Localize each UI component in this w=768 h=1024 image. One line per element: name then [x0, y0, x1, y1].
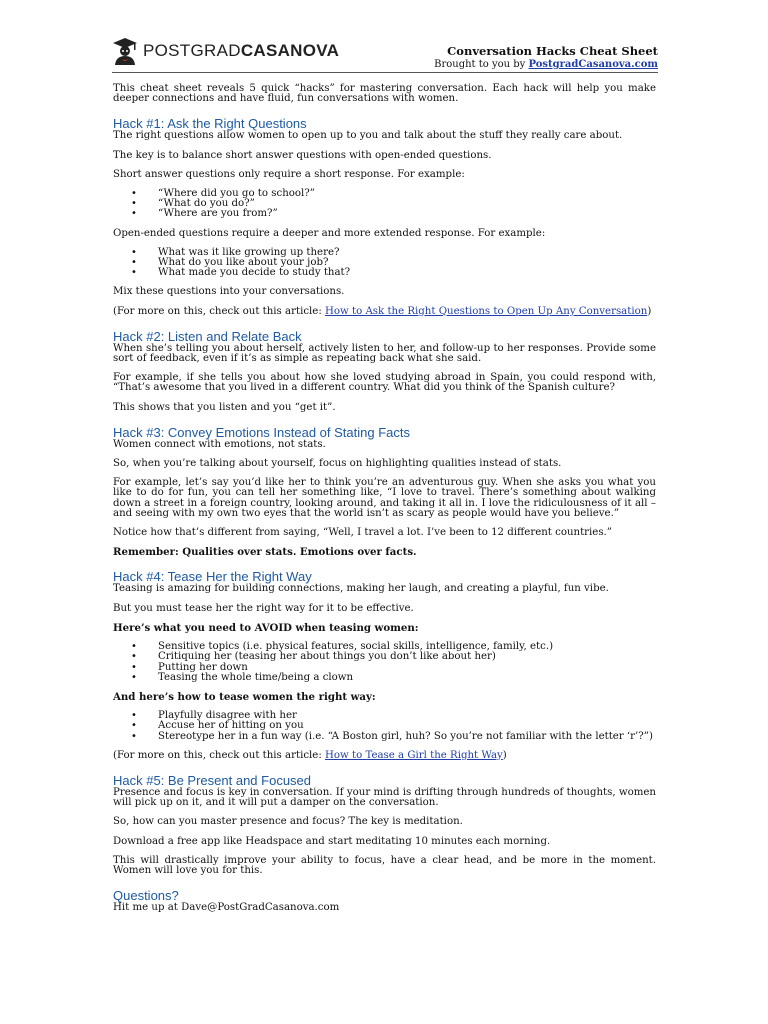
hack2-p3: This shows that you listen and you “get it”.: [113, 401, 336, 413]
hack3-p1: Women connect with emotions, not stats.: [113, 438, 326, 450]
article-link-tease[interactable]: How to Tease a Girl the Right Way: [325, 749, 503, 761]
hack2-heading: Hack #2: Listen and Relate Back: [113, 328, 302, 344]
document-title: Conversation Hacks Cheat Sheet: [447, 44, 658, 58]
hack1-p1: The right questions allow women to open up to you and talk about the stuff they really care about.: [113, 130, 623, 142]
hack1-p3: Short answer questions only require a short response. For example:: [113, 168, 465, 180]
brand-logo: [112, 36, 339, 66]
right-way-list: [113, 711, 656, 742]
list-item: • Sensitive topics (i.e. physical features, social skills, intelligence, family, etc.): [158, 642, 656, 652]
site-link[interactable]: PostgradCasanova.com: [528, 59, 658, 70]
page-header: [112, 36, 658, 76]
contact-line: Hit me up at Dave@PostGradCasanova.com: [113, 902, 340, 914]
hack2-p2: For example, if she tells you about how she loved studying abroad in Spain, you could respond with, “That’s awesome that you lived in a different country. What did you think of the Spanish culture?: [113, 372, 656, 394]
list-item: • Stereotype her in a fun way (i.e. “A Boston girl, huh? So you’re not familiar with the letter ‘r’?”): [158, 732, 656, 742]
open-ended-list: [113, 248, 656, 279]
list-item: • Putting her down: [158, 663, 656, 673]
list-item: • “What do you do?”: [158, 199, 656, 209]
intro-paragraph: This cheat sheet reveals 5 quick “hacks” for mastering conversation. Each hack will help you make deeper connections and have fluid, fun conversations with women.: [113, 83, 656, 105]
hack3-p2: So, when you’re talking about yourself, focus on highlighting qualities instead of stats.: [113, 458, 562, 470]
article-link-questions[interactable]: How to Ask the Right Questions to Open Up Any Conversation: [325, 305, 648, 317]
list-item: • Critiquing her (teasing her about things you don’t like about her): [158, 652, 656, 662]
short-answer-list: [113, 189, 656, 220]
hack5-p3: Download a free app like Headspace and start meditating 10 minutes each morning.: [113, 835, 551, 847]
list-item: • Playfully disagree with her: [158, 711, 656, 721]
header-divider: [112, 72, 658, 73]
hack5-p4: This will drastically improve your ability to focus, have a clear head, and be more in the moment. Women will love you for this.: [113, 854, 656, 876]
brand-name: POSTGRADCASANOVA: [143, 41, 340, 60]
list-item: • Accuse her of hitting on you: [158, 721, 656, 731]
list-item: • What made you decide to study that?: [158, 268, 656, 278]
hack1-p5: Mix these questions into your conversations.: [113, 286, 345, 298]
list-item: • Teasing the whole time/being a clown: [158, 673, 656, 683]
questions-heading: Questions?: [113, 888, 179, 904]
list-item: • “Where did you go to school?”: [158, 189, 656, 199]
hack1-heading: Hack #1: Ask the Right Questions: [113, 116, 307, 132]
hack4-p2: But you must tease her the right way for it to be effective.: [113, 602, 414, 614]
hack1-more: (For more on this, check out this article: How to Ask the Right Questions to Open Up Any Conversation): [113, 305, 652, 317]
document-body: [113, 84, 656, 922]
hack4-p1: Teasing is amazing for building connections, making her laugh, and creating a playful, fun vibe.: [113, 583, 609, 595]
hack1-p4: Open-ended questions require a deeper and more extended response. For example:: [113, 227, 546, 239]
hack3-heading: Hack #3: Convey Emotions Instead of Stating Facts: [113, 424, 410, 440]
hack5-p2: So, how can you master presence and focus? The key is meditation.: [113, 816, 463, 828]
hack5-p1: Presence and focus is key in conversation. If your mind is drifting through hundreds of thoughts, women will pick up on it, and it will put a damper on the conversation.: [113, 786, 656, 809]
hack4-avoid-heading: Here’s what you need to AVOID when teasing women:: [113, 621, 419, 634]
byline: Brought to you by PostgradCasanova.com: [434, 59, 658, 70]
hack1-p2: The key is to balance short answer questions with open-ended questions.: [113, 149, 492, 161]
list-item: • What was it like growing up there?: [158, 248, 656, 258]
hack5-heading: Hack #5: Be Present and Focused: [113, 772, 312, 788]
hack2-p1: When she’s telling you about herself, actively listen to her, and follow-up to her responses. Provide some sort of feedback, even if it’s as simple as repeating back what she said.: [113, 342, 656, 365]
hack4-heading: Hack #4: Tease Her the Right Way: [113, 569, 312, 585]
casanova-mascot-icon: [112, 37, 138, 65]
list-item: • What do you like about your job?: [158, 258, 656, 268]
header-info: [434, 44, 658, 70]
list-item: • “Where are you from?”: [158, 209, 656, 219]
hack3-p3: For example, let’s say you’d like her to think you’re an adventurous guy. When she asks you what you like to do for fun, you can tell her something like, “I love to travel. There’s something about walking down a street in a foreign country, looking around, and taking it all in. I love the ridiculousness of it all – and seeing with my own two eyes that the world isn’t as scary as people would have you believe.”: [113, 477, 656, 519]
avoid-list: [113, 642, 656, 683]
hack3-remember: Remember: Qualities over stats. Emotions over facts.: [113, 546, 417, 559]
hack3-p4: Notice how that’s different from saying, “Well, I travel a lot. I’ve been to 12 different countries.”: [113, 527, 613, 539]
hack4-more: (For more on this, check out this article: How to Tease a Girl the Right Way): [113, 749, 507, 761]
hack4-right-heading: And here’s how to tease women the right way:: [113, 690, 376, 703]
